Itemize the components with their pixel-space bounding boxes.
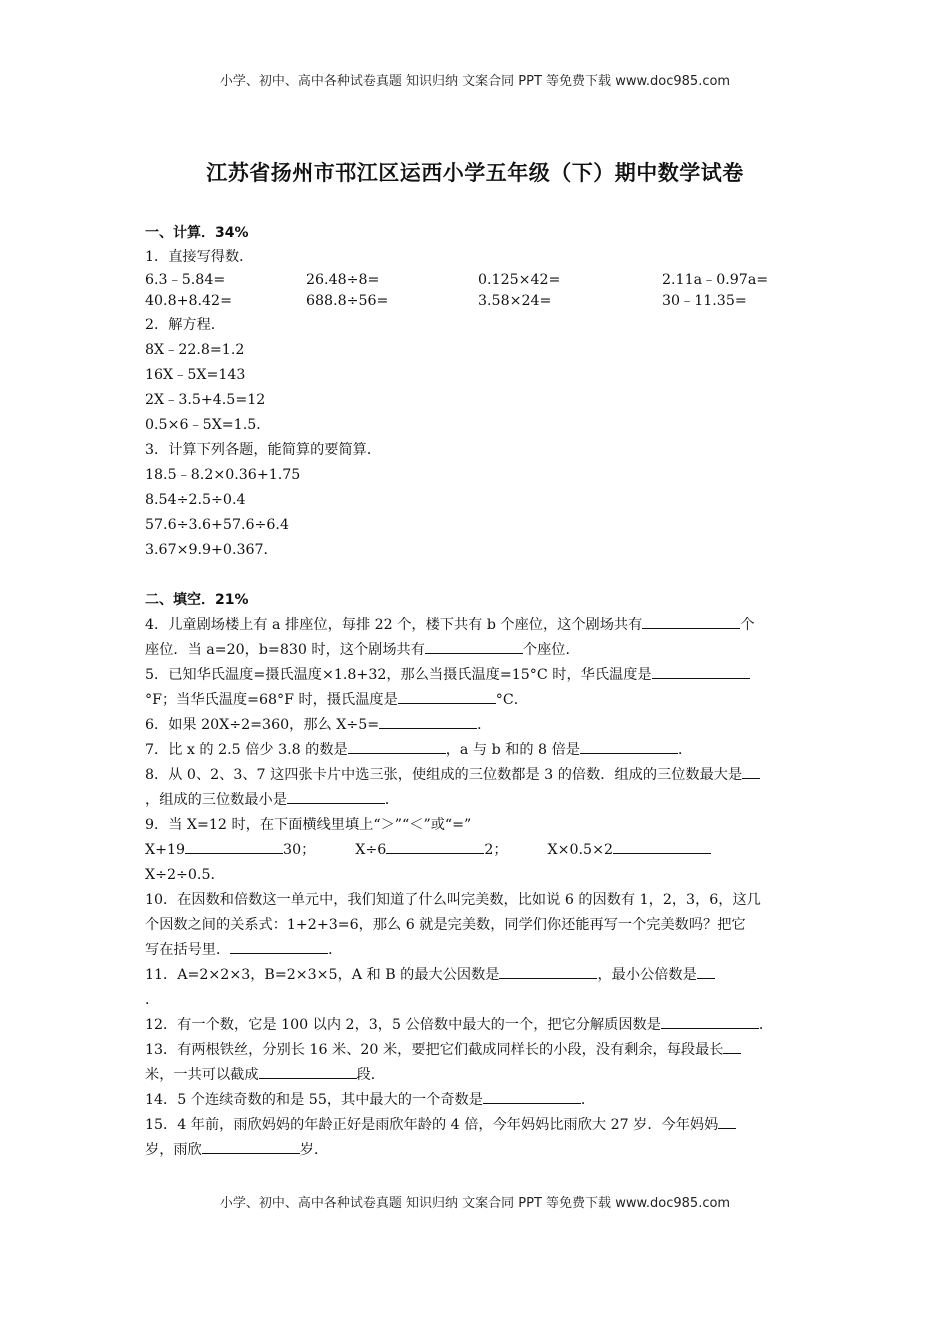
q11-text: ，最小公倍数是: [597, 966, 697, 983]
q1-item: 6.3﹣5.84=: [145, 271, 226, 288]
q9-text: X+19: [145, 841, 186, 858]
q7-text: 7．比 x 的 2.5 倍少 3.8 的数是: [145, 741, 348, 758]
q5-line-2: [145, 688, 810, 713]
answer-blank[interactable]: [718, 1114, 736, 1129]
q4-text: 4．儿童剧场楼上有 a 排座位，每排 22 个，楼下共有 b 个座位，这个剧场共有: [145, 616, 643, 633]
section-1-heading: 一、计算．34%: [145, 225, 249, 241]
answer-blank[interactable]: [287, 789, 385, 804]
q1-item: 688.8÷56=: [306, 293, 389, 309]
q15-text: 岁．: [299, 1141, 329, 1158]
q10-line-2: 个因数之间的关系式：1+2+3=6，那么 6 就是完美数，同学们你还能再写一个完美数吗？把它: [145, 916, 746, 933]
q15-text: 岁，雨欣: [145, 1141, 202, 1158]
q3-item: 3.67×9.9+0.367．: [145, 541, 278, 558]
q9-text: X×0.5×2: [547, 841, 613, 858]
q9-line-2: [145, 838, 810, 863]
answer-blank[interactable]: [642, 614, 740, 629]
q13-text: 段．: [356, 1066, 385, 1083]
footer-banner: 小学、初中、高中各种试卷真题 知识归纳 文案合同 PPT 等免费下载 www.doc985.com: [219, 1196, 731, 1211]
q14-line: [145, 1088, 810, 1113]
q3-label: 3．计算下列各题，能简算的要简算．: [145, 441, 382, 458]
q2-label: 2．解方程．: [145, 316, 225, 333]
q13-line-2: [145, 1063, 810, 1088]
q9-text: 2；: [484, 841, 508, 858]
q10-text: 写在括号里．: [145, 941, 231, 958]
q12-line: [145, 1013, 810, 1038]
answer-blank[interactable]: [652, 664, 750, 679]
answer-blank[interactable]: [742, 764, 760, 779]
q10-line-3: [145, 938, 810, 963]
q3-item: 8.54÷2.5÷0.4: [145, 491, 246, 508]
q4-line-2: [145, 638, 810, 663]
q11-text: 11．A=2×2×3，B=2×3×5，A 和 B 的最大公因数是: [145, 966, 500, 983]
q1-item: 0.125×42=: [478, 271, 561, 288]
q8-line-2: [145, 788, 810, 813]
answer-blank[interactable]: [483, 1089, 581, 1104]
q10-line-1: 10．在因数和倍数这一单元中，我们知道了什么叫完美数，比如说 6 的因数有 1，2，3，6，这几: [145, 891, 761, 908]
q11-line-1: [145, 963, 810, 988]
q12-text: 12．有一个数，它是 100 以内 2，3，5 公倍数中最大的一个，把它分解质因数是: [145, 1016, 661, 1033]
answer-blank[interactable]: [379, 714, 477, 729]
q13-line-1: [145, 1038, 810, 1063]
q8-line-1: [145, 763, 810, 788]
answer-blank[interactable]: [230, 939, 328, 954]
q5-text: 5．已知华氏温度=摄氏温度×1.8+32，那么当摄氏温度=15°C 时，华氏温度是: [145, 666, 652, 683]
q5-line-1: [145, 663, 810, 688]
answer-blank[interactable]: [185, 839, 283, 854]
q4-text: 个座位．: [522, 641, 580, 658]
q8-text: ，组成的三位数最小是: [145, 791, 287, 808]
q1-item: 26.48÷8=: [306, 271, 380, 288]
q15-text: 15．4 年前，雨欣妈妈的年龄正好是雨欣年龄的 4 倍，今年妈妈比雨欣大 27 岁．今年妈妈: [145, 1116, 719, 1133]
q7-text: ，a 与 b 和的 8 倍是: [445, 741, 580, 758]
q5-text: °C．: [495, 691, 528, 708]
q6-text: ．: [477, 716, 492, 733]
exam-content: [145, 221, 810, 1163]
q2-item: 8X﹣22.8=1.2: [145, 341, 245, 358]
q1-item: 2.11a﹣0.97a=: [662, 271, 769, 288]
answer-blank[interactable]: [202, 1139, 300, 1154]
answer-blank[interactable]: [661, 1014, 759, 1029]
answer-blank[interactable]: [398, 689, 496, 704]
q4-line-1: [145, 613, 810, 638]
q9-line-1: 9．当 X=12 时，在下面横线里填上“＞”“＜”或“=”: [145, 816, 472, 833]
q2-item: 0.5×6﹣5X=1.5．: [145, 416, 271, 433]
answer-blank[interactable]: [697, 964, 715, 979]
q2-item: 2X﹣3.5+4.5=12: [145, 391, 266, 408]
q7-line: [145, 738, 810, 763]
q8-text: ．: [384, 791, 400, 808]
q4-text: 个: [740, 616, 755, 633]
q1-row-2: [145, 291, 810, 313]
q14-text: 14．5 个连续奇数的和是 55，其中最大的一个奇数是: [145, 1091, 483, 1108]
q9-text: X÷6: [355, 841, 387, 858]
q1-item: 3.58×24=: [478, 293, 552, 309]
answer-blank[interactable]: [259, 1064, 357, 1079]
q13-text: 13．有两根铁丝，分别长 16 米、20 米，要把它们截成同样长的小段，没有剩余，每段最长: [145, 1041, 724, 1058]
q2-item: 16X﹣5X=143: [145, 366, 246, 383]
answer-blank[interactable]: [580, 739, 678, 754]
q8-text: 8．从 0、2、3、7 这四张卡片中选三张，使组成的三位数都是 3 的倍数．组成的三位数最大是: [145, 766, 743, 783]
answer-blank[interactable]: [723, 1039, 741, 1054]
q1-label: 1．直接写得数．: [145, 249, 254, 265]
q6-text: 6．如果 20X÷2=360，那么 X÷5=: [145, 716, 380, 733]
answer-blank[interactable]: [386, 839, 484, 854]
q3-item: 18.5﹣8.2×0.36+1.75: [145, 466, 301, 483]
q3-item: 57.6÷3.6+57.6÷6.4: [145, 516, 289, 533]
q10-text: ．: [328, 941, 343, 958]
answer-blank[interactable]: [613, 839, 711, 854]
q1-row-1: [145, 270, 810, 292]
section-2-heading: 二、填空．21%: [145, 591, 249, 608]
q5-text: °F；当华氏温度=68°F 时，摄氏温度是: [145, 691, 398, 708]
answer-blank[interactable]: [348, 739, 446, 754]
q11-line-2: ．: [145, 991, 160, 1008]
q15-line-1: [145, 1113, 810, 1138]
q1-item: 40.8+8.42=: [145, 293, 232, 309]
answer-blank[interactable]: [499, 964, 597, 979]
answer-blank[interactable]: [425, 639, 523, 654]
q6-line: [145, 713, 810, 738]
q12-text: ．: [758, 1016, 774, 1033]
header-banner: 小学、初中、高中各种试卷真题 知识归纳 文案合同 PPT 等免费下载 www.doc985.com: [219, 74, 731, 89]
q1-item: 30﹣11.35=: [662, 293, 747, 309]
q4-text: 座位．当 a=20，b=830 时，这个剧场共有: [145, 641, 425, 658]
q14-text: ．: [580, 1091, 596, 1108]
q9-line-3: X÷2÷0.5．: [145, 866, 225, 883]
q7-text: ．: [677, 741, 693, 758]
q9-text: 30；: [283, 841, 316, 858]
page-title: 江苏省扬州市邗江区运西小学五年级（下）期中数学试卷: [206, 161, 744, 185]
q13-text: 米，一共可以截成: [145, 1066, 259, 1083]
q15-line-2: [145, 1138, 810, 1163]
